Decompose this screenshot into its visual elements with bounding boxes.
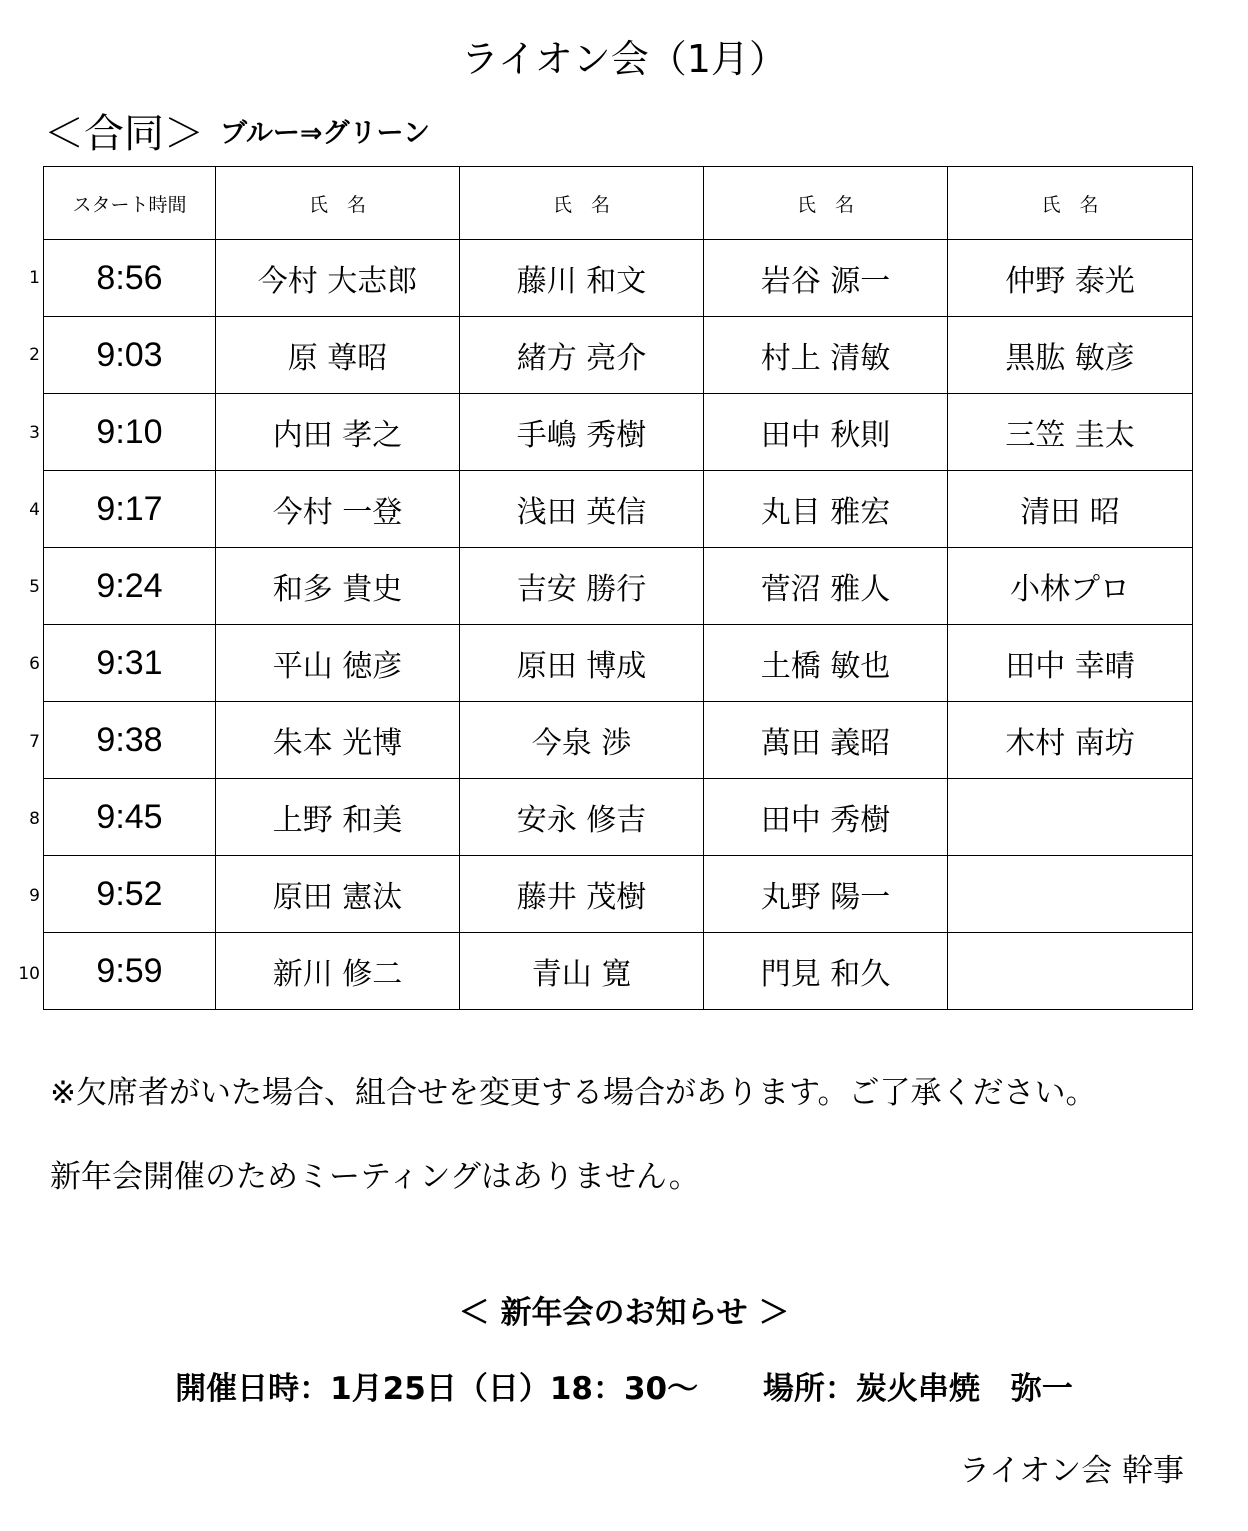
player-name: 菅沼 雅人: [704, 548, 948, 625]
tee-time-table: [43, 166, 1193, 1010]
player-name: 門見 和久: [704, 933, 948, 1010]
player-name: 木村 南坊: [948, 702, 1193, 779]
player-name: 朱本 光博: [216, 702, 460, 779]
event-details: [0, 1364, 1248, 1414]
start-time: 8:56: [44, 240, 216, 317]
start-time: 9:17: [44, 471, 216, 548]
player-name: 清田 昭: [948, 471, 1193, 548]
name-header: 氏 名: [948, 167, 1193, 240]
player-name: 藤川 和文: [460, 240, 704, 317]
player-name: [948, 856, 1193, 933]
start-time-header: スタート時間: [44, 167, 216, 240]
group-label: ＜合同＞: [44, 111, 204, 157]
start-time: 9:24: [44, 548, 216, 625]
player-name: 手嶋 秀樹: [460, 394, 704, 471]
player-name: 安永 修吉: [460, 779, 704, 856]
player-name: 浅田 英信: [460, 471, 704, 548]
signature: ライオン会 幹事: [959, 1453, 1184, 1489]
table-row: [44, 625, 1193, 702]
player-name: 村上 清敏: [704, 317, 948, 394]
start-time: 9:38: [44, 702, 216, 779]
course-route: ブルー⇒グリーン: [220, 118, 431, 149]
player-name: 内田 孝之: [216, 394, 460, 471]
start-time: 9:03: [44, 317, 216, 394]
player-name: 新川 修二: [216, 933, 460, 1010]
player-name: 吉安 勝行: [460, 548, 704, 625]
player-name: 丸野 陽一: [704, 856, 948, 933]
row-number: 7: [29, 731, 40, 752]
player-name: 平山 徳彦: [216, 625, 460, 702]
table-header-row: [44, 167, 1193, 240]
table-row: [44, 240, 1193, 317]
player-name: 青山 寛: [460, 933, 704, 1010]
row-number: 3: [29, 422, 40, 443]
player-name: 田中 幸晴: [948, 625, 1193, 702]
player-name: [948, 933, 1193, 1010]
player-name: 仲野 泰光: [948, 240, 1193, 317]
name-header: 氏 名: [704, 167, 948, 240]
name-header: 氏 名: [460, 167, 704, 240]
player-name: 岩谷 源一: [704, 240, 948, 317]
table-row: [44, 933, 1193, 1010]
table-row: [44, 548, 1193, 625]
table-row: [44, 471, 1193, 548]
row-numbers: [0, 240, 44, 1013]
row-number: 6: [29, 654, 40, 675]
start-time: 9:31: [44, 625, 216, 702]
notes: [50, 1062, 1097, 1230]
player-name: 三笠 圭太: [948, 394, 1193, 471]
name-header: 氏 名: [216, 167, 460, 240]
player-name: 黒肱 敏彦: [948, 317, 1193, 394]
start-time: 9:10: [44, 394, 216, 471]
event-datetime: 開催日時：1月25日（日）18：30～: [175, 1371, 699, 1407]
player-name: 和多 貴史: [216, 548, 460, 625]
player-name: 田中 秀樹: [704, 779, 948, 856]
table-row: [44, 779, 1193, 856]
player-name: 上野 和美: [216, 779, 460, 856]
player-name: 原 尊昭: [216, 317, 460, 394]
table-row: [44, 317, 1193, 394]
player-name: 緒方 亮介: [460, 317, 704, 394]
row-number: 4: [29, 499, 40, 520]
player-name: 今泉 渉: [460, 702, 704, 779]
new-year-party-heading: ＜ 新年会のお知らせ ＞: [458, 1295, 790, 1331]
page-title: ライオン会（1月）: [461, 37, 787, 81]
row-number: 5: [29, 577, 40, 598]
player-name: 藤井 茂樹: [460, 856, 704, 933]
start-time: 9:52: [44, 856, 216, 933]
player-name: 原田 博成: [460, 625, 704, 702]
start-time: 9:45: [44, 779, 216, 856]
player-name: 今村 一登: [216, 471, 460, 548]
player-name: 丸目 雅宏: [704, 471, 948, 548]
row-number: 10: [18, 963, 40, 984]
subtitle: [44, 108, 430, 160]
row-number: 8: [29, 809, 40, 830]
note-line: ※欠席者がいた場合、組合せを変更する場合があります。ご了承ください。: [50, 1075, 1097, 1111]
player-name: 田中 秋則: [704, 394, 948, 471]
player-name: 原田 憲汰: [216, 856, 460, 933]
row-number: 2: [29, 345, 40, 366]
table-row: [44, 394, 1193, 471]
event-place: 場所：炭火串焼 弥一: [762, 1371, 1073, 1407]
table-row: [44, 856, 1193, 933]
note-line: 新年会開催のためミーティングはありません。: [50, 1159, 700, 1195]
player-name: 土橋 敏也: [704, 625, 948, 702]
row-number: 9: [29, 886, 40, 907]
player-name: 今村 大志郎: [216, 240, 460, 317]
start-time: 9:59: [44, 933, 216, 1010]
player-name: [948, 779, 1193, 856]
player-name: 萬田 義昭: [704, 702, 948, 779]
player-name: 小林プロ: [948, 548, 1193, 625]
row-number: 1: [29, 268, 40, 288]
table-row: [44, 702, 1193, 779]
